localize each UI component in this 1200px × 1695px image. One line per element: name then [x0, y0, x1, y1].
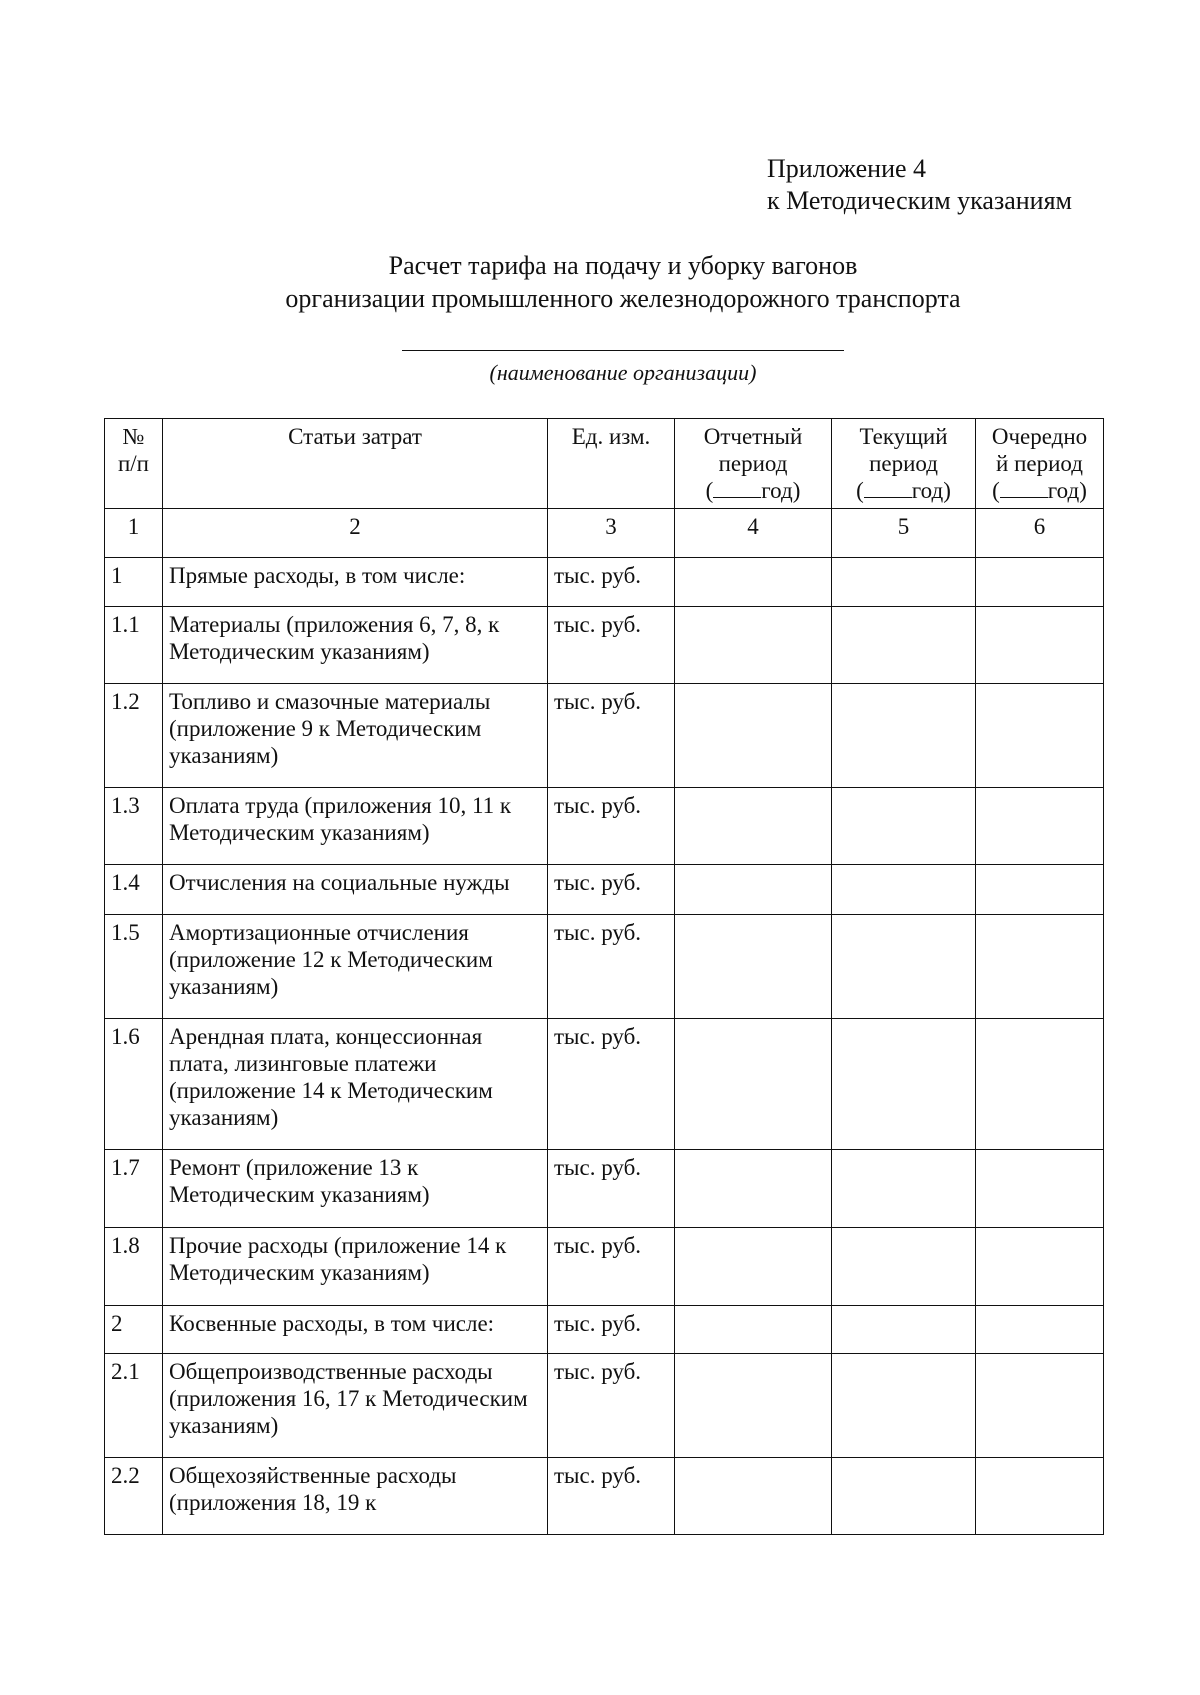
row-unit: тыс. руб. — [548, 684, 675, 788]
row-unit: тыс. руб. — [548, 865, 675, 915]
row-cost-item: Прочие расходы (приложение 14 к Методическим указаниям) — [163, 1228, 548, 1306]
row-reported-value — [675, 607, 832, 684]
row-cost-item: Общехозяйственные расходы (приложения 18, 19 к — [163, 1458, 548, 1535]
row-current-value — [832, 558, 976, 607]
column-number: 5 — [832, 509, 976, 558]
row-reported-value — [675, 558, 832, 607]
organization-name-caption: (наименование организации) — [489, 360, 757, 385]
table-row — [105, 865, 1104, 915]
tariff-cost-table — [104, 418, 1104, 1535]
row-current-value — [832, 1306, 976, 1354]
row-code: 1.4 — [105, 865, 163, 915]
row-reported-value — [675, 1150, 832, 1228]
title-line-2: организации промышленного железнодорожного транспорта — [285, 284, 961, 313]
header-reported-period: Отчетный период ( год) — [675, 419, 832, 509]
row-cost-item: Арендная плата, концессионная плата, лизинговые платежи (приложение 14 к Методическим указаниям) — [163, 1019, 548, 1150]
row-code: 1.7 — [105, 1150, 163, 1228]
row-current-value — [832, 1019, 976, 1150]
row-current-value — [832, 1458, 976, 1535]
header-next-period: Очередно й период ( год) — [976, 419, 1104, 509]
row-code: 1.5 — [105, 915, 163, 1019]
column-number: 1 — [105, 509, 163, 558]
row-next-value — [976, 1228, 1104, 1306]
table-row — [105, 1354, 1104, 1458]
row-reported-value — [675, 1458, 832, 1535]
table-row — [105, 558, 1104, 607]
row-code: 1.8 — [105, 1228, 163, 1306]
row-code: 1.2 — [105, 684, 163, 788]
table-row — [105, 1150, 1104, 1228]
row-next-value — [976, 684, 1104, 788]
table-row — [105, 1306, 1104, 1354]
row-cost-item: Оплата труда (приложения 10, 11 к Методическим указаниям) — [163, 788, 548, 865]
table-header-row — [105, 419, 1104, 509]
row-unit: тыс. руб. — [548, 1150, 675, 1228]
row-reported-value — [675, 684, 832, 788]
row-code: 2.2 — [105, 1458, 163, 1535]
header-cost-item: Статьи затрат — [163, 419, 548, 509]
row-reported-value — [675, 1306, 832, 1354]
table-row — [105, 1458, 1104, 1535]
organization-name-blank — [402, 350, 844, 351]
row-next-value — [976, 865, 1104, 915]
row-next-value — [976, 1019, 1104, 1150]
row-reported-value — [675, 915, 832, 1019]
year-blank: ( год) — [705, 478, 801, 503]
row-next-value — [976, 1458, 1104, 1535]
document-title — [0, 249, 1200, 315]
header-current-period: Текущий период ( год) — [832, 419, 976, 509]
column-number: 4 — [675, 509, 832, 558]
table-row — [105, 788, 1104, 865]
row-unit: тыс. руб. — [548, 558, 675, 607]
row-next-value — [976, 607, 1104, 684]
row-unit: тыс. руб. — [548, 607, 675, 684]
row-reported-value — [675, 865, 832, 915]
row-next-value — [976, 1354, 1104, 1458]
row-current-value — [832, 1228, 976, 1306]
table-row — [105, 1019, 1104, 1150]
row-current-value — [832, 1354, 976, 1458]
row-reported-value — [675, 1019, 832, 1150]
title-line-1: Расчет тарифа на подачу и уборку вагонов — [388, 251, 858, 280]
column-number: 2 — [163, 509, 548, 558]
row-reported-value — [675, 1228, 832, 1306]
table-row — [105, 915, 1104, 1019]
row-unit: тыс. руб. — [548, 788, 675, 865]
row-unit: тыс. руб. — [548, 1354, 675, 1458]
row-current-value — [832, 684, 976, 788]
row-cost-item: Топливо и смазочные материалы (приложение 9 к Методическим указаниям) — [163, 684, 548, 788]
row-code: 1 — [105, 558, 163, 607]
row-code: 1.6 — [105, 1019, 163, 1150]
table-row — [105, 1228, 1104, 1306]
year-blank: ( год) — [992, 478, 1087, 503]
row-next-value — [976, 788, 1104, 865]
column-number: 3 — [548, 509, 675, 558]
row-code: 1.3 — [105, 788, 163, 865]
appendix-document: к Методическим указаниям — [767, 186, 1072, 215]
row-reported-value — [675, 788, 832, 865]
row-cost-item: Амортизационные отчисления (приложение 12 к Методическим указаниям) — [163, 915, 548, 1019]
appendix-reference — [767, 153, 1072, 217]
header-num: № п/п — [105, 419, 163, 509]
row-unit: тыс. руб. — [548, 1019, 675, 1150]
row-cost-item: Отчисления на социальные нужды — [163, 865, 548, 915]
row-reported-value — [675, 1354, 832, 1458]
appendix-number: Приложение 4 — [767, 154, 927, 183]
row-current-value — [832, 915, 976, 1019]
row-current-value — [832, 1150, 976, 1228]
row-unit: тыс. руб. — [548, 1306, 675, 1354]
row-code: 2.1 — [105, 1354, 163, 1458]
row-unit: тыс. руб. — [548, 1458, 675, 1535]
row-cost-item: Материалы (приложения 6, 7, 8, к Методическим указаниям) — [163, 607, 548, 684]
header-unit: Ед. изм. — [548, 419, 675, 509]
row-next-value — [976, 1150, 1104, 1228]
row-next-value — [976, 915, 1104, 1019]
column-number: 6 — [976, 509, 1104, 558]
row-code: 2 — [105, 1306, 163, 1354]
row-current-value — [832, 788, 976, 865]
table-row — [105, 607, 1104, 684]
row-cost-item: Ремонт (приложение 13 к Методическим указаниям) — [163, 1150, 548, 1228]
row-current-value — [832, 607, 976, 684]
row-cost-item: Общепроизводственные расходы (приложения 16, 17 к Методическим указаниям) — [163, 1354, 548, 1458]
row-code: 1.1 — [105, 607, 163, 684]
row-next-value — [976, 1306, 1104, 1354]
table-row — [105, 684, 1104, 788]
row-cost-item: Прямые расходы, в том числе: — [163, 558, 548, 607]
column-number-row — [105, 509, 1104, 558]
row-current-value — [832, 865, 976, 915]
row-unit: тыс. руб. — [548, 1228, 675, 1306]
row-next-value — [976, 558, 1104, 607]
year-blank: ( год) — [856, 478, 951, 503]
row-cost-item: Косвенные расходы, в том числе: — [163, 1306, 548, 1354]
row-unit: тыс. руб. — [548, 915, 675, 1019]
